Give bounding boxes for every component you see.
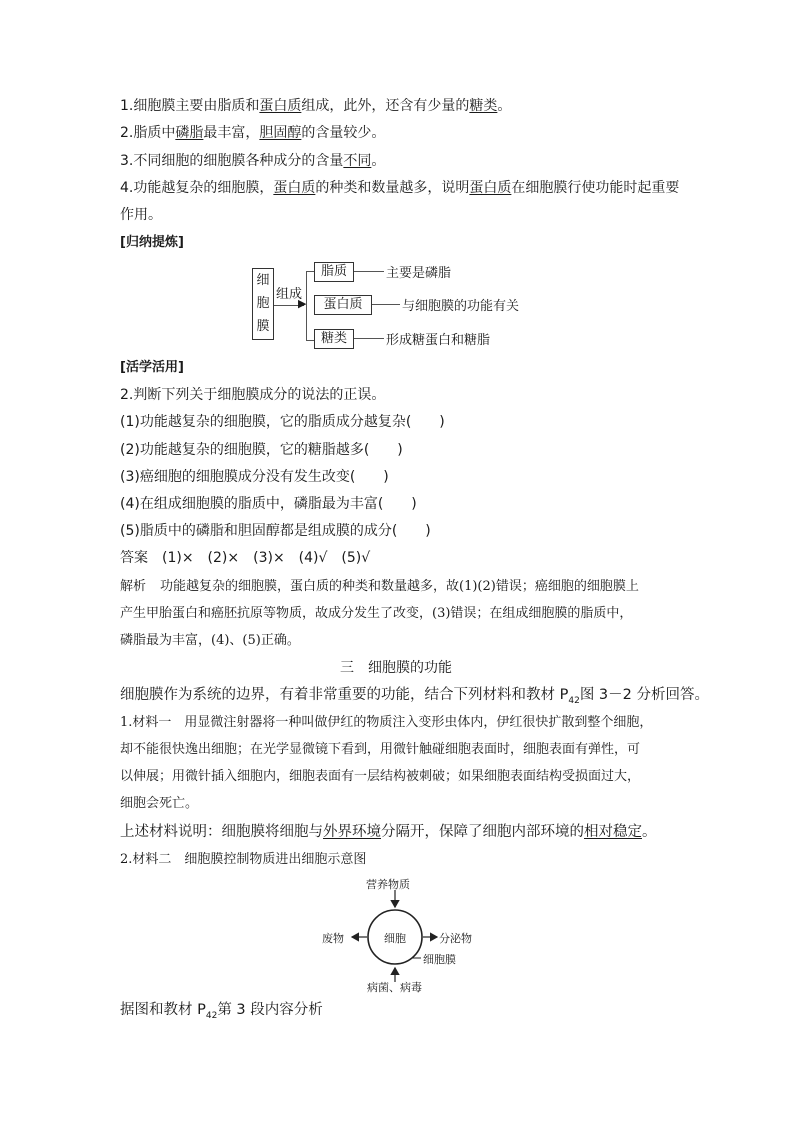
question-item: (2)功能越复杂的细胞膜，它的糖脂越多( ) [120,442,403,458]
arrow-head-icon: ▶ [298,297,307,310]
material-1-line-1: 1.材料一 用显微注射器将一种叫做伊红的物质注入变形虫体内，伊红很快扩散到整个细胞， [120,715,653,730]
item-desc-protein: 与细胞膜的功能有关 [402,299,520,314]
summary-heading: [归纳提炼] [120,235,184,250]
question-item: (5)脂质中的磷脂和胆固醇都是组成膜的成分( ) [120,523,431,539]
center-char-3: 膜 [256,319,270,334]
question-item: (1)功能越复杂的细胞膜，它的脂质成分越复杂( ) [120,414,445,430]
material-2-title: 2.材料二 细胞膜控制物质进出细胞示意图 [120,852,367,867]
point-4-cont: 作用。 [120,207,162,223]
label-pathogens: 病菌、病毒 [367,981,422,994]
point-4: 4.功能越复杂的细胞膜，蛋白质的种类和数量越多，说明蛋白质在细胞膜行使功能时起重要 [120,180,680,196]
point-3: 3.不同细胞的细胞膜各种成分的含量不同。 [120,153,386,169]
label-cell: 细胞 [384,932,406,945]
item-box-protein: 蛋白质 [314,295,372,315]
label-membrane: 细胞膜 [423,953,456,966]
analysis-label: 解析 [120,579,147,594]
center-char-1: 细 [256,273,270,288]
item-box-lipid: 脂质 [314,262,354,282]
answer-label: 答案 [120,550,148,566]
item-desc-sugar: 形成糖蛋白和糖脂 [386,333,491,348]
label-nutrients: 营养物质 [366,878,410,891]
label-waste: 废物 [322,932,344,945]
section-title: 三 细胞膜的功能 [340,660,452,676]
label-secretion: 分泌物 [439,932,472,945]
conclusion: 上述材料说明：细胞膜将细胞与外界环境分隔开，保障了细胞内部环境的相对稳定。 [120,824,657,840]
final-line: 据图和教材 $P_{42}$第 3 段内容分析 [120,1002,323,1021]
material-1-line-4: 细胞会死亡。 [120,796,199,811]
answer-text: (1)× (2)× (3)× (4)√ (5)√ [162,550,371,566]
analysis-text: 功能越复杂的细胞膜，蛋白质的种类和数量越多，故(1)(2)错误；癌细胞的细胞膜上 [160,579,639,594]
intro-paragraph: 细胞膜作为系统的边界，有着非常重要的功能，结合下列材料和教材 $P_{42}$图 3－2 分析回答。 [120,687,709,706]
arrow-label: 组成 [276,287,303,302]
analysis-line-3: 磷脂最为丰富，(4)、(5)正确。 [120,633,300,648]
item-desc-lipid: 主要是磷脂 [386,266,452,281]
question-item: (3)癌细胞的细胞膜成分没有发生改变( ) [120,469,389,485]
point-1: 1.细胞膜主要由脂质和蛋白质组成，此外，还含有少量的糖类。 [120,98,512,114]
question-title: 2.判断下列关于细胞膜成分的说法的正误。 [120,387,386,403]
point-2: 2.脂质中磷脂最丰富，胆固醇的含量较少。 [120,125,386,141]
center-char-2: 胞 [256,296,270,311]
material-1-line-2: 却不能很快逸出细胞；在光学显微镜下看到，用微针触碰细胞表面时，细胞表面有弹性，可 [120,742,641,757]
practice-heading: [活学活用] [120,360,184,375]
analysis-line-2: 产生甲胎蛋白和癌胚抗原等物质，故成分发生了改变，(3)错误；在组成细胞膜的脂质中， [120,606,633,621]
material-1-line-3: 以伸展；用微针插入细胞内，细胞表面有一层结构被刺破；如果细胞表面结构受损面过大， [120,769,641,784]
item-box-sugar: 糖类 [314,329,354,349]
question-item: (4)在组成细胞膜的脂质中，磷脂最为丰富( ) [120,496,417,512]
